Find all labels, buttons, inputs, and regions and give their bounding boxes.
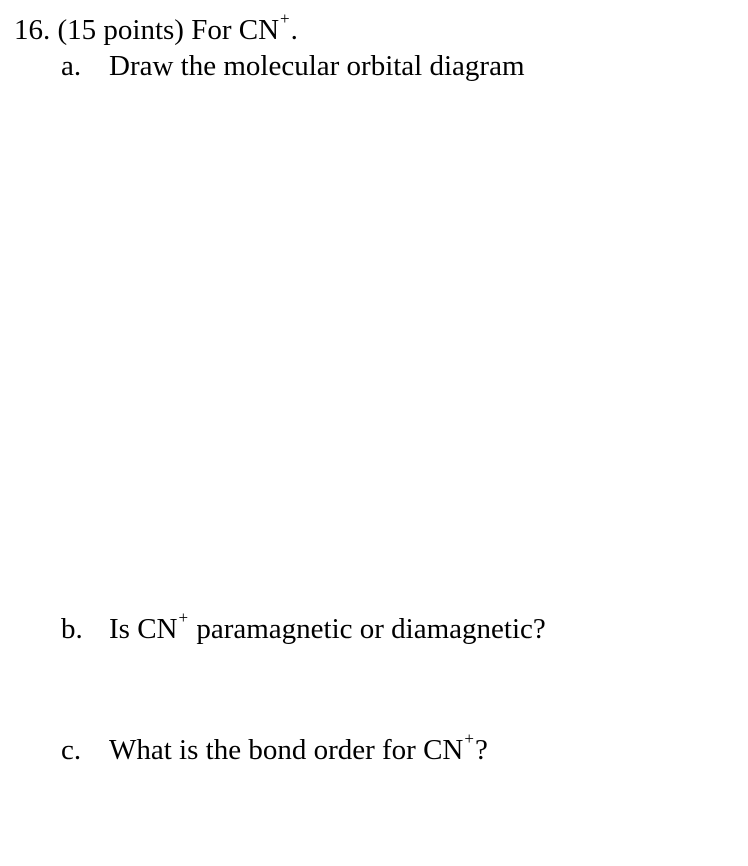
question-points: (15 points)	[57, 14, 184, 46]
charge-superscript: +	[464, 729, 474, 748]
part-a	[61, 52, 525, 81]
part-b-suffix: paramagnetic or diamagnetic?	[189, 613, 546, 645]
part-b-prefix: Is CN	[109, 613, 178, 645]
part-c-suffix: ?	[474, 734, 488, 766]
part-c	[61, 729, 488, 766]
question-number: 16.	[14, 14, 51, 46]
part-b	[61, 608, 546, 645]
part-b-marker: b.	[61, 613, 83, 645]
part-c-marker: c.	[61, 734, 82, 766]
part-a-marker: a.	[61, 50, 82, 82]
charge-superscript: +	[280, 9, 290, 28]
question-header	[14, 9, 298, 46]
part-a-text: Draw the molecular orbital diagram	[109, 50, 525, 82]
part-c-prefix: What is the bond order for CN	[109, 734, 464, 766]
question-prefix: For CN	[191, 14, 280, 46]
charge-superscript: +	[178, 608, 189, 627]
question-suffix: .	[290, 14, 298, 46]
